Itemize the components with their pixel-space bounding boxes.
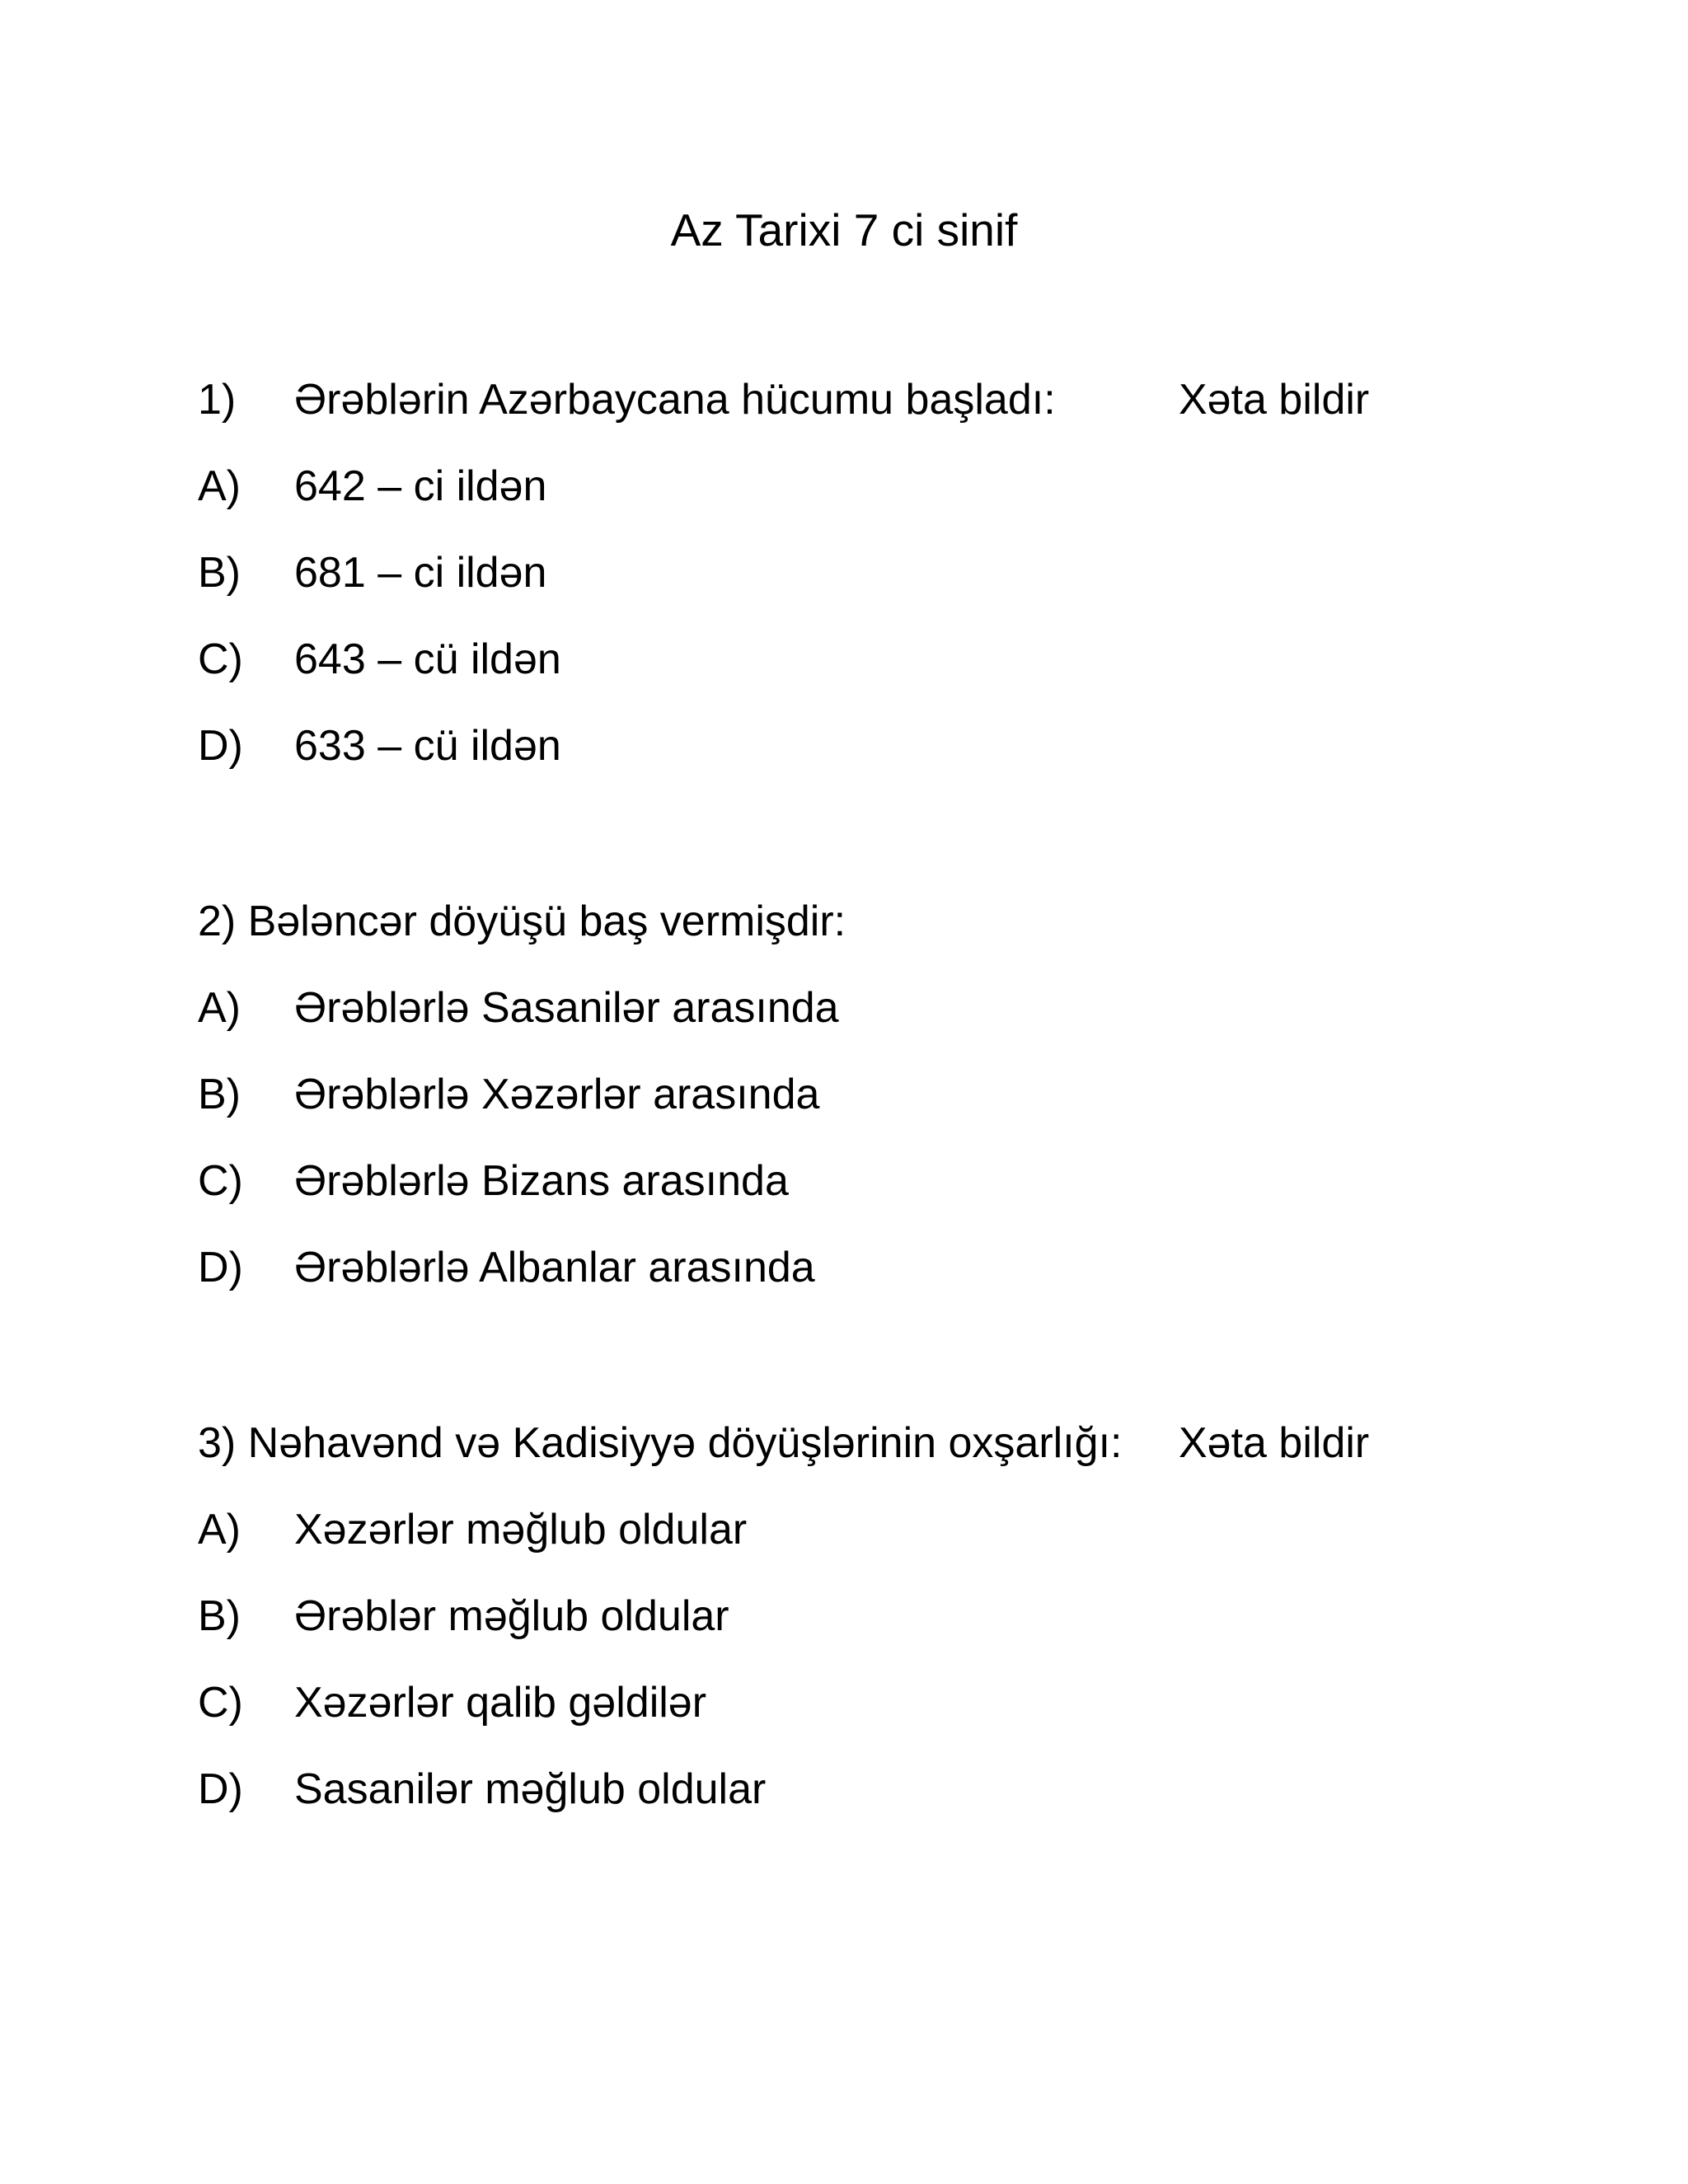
option-text: 642 – ci ildən bbox=[294, 462, 547, 510]
report-error-link[interactable]: Xəta bildir bbox=[1179, 1419, 1370, 1467]
option-d[interactable] bbox=[0, 717, 1688, 775]
option-letter: B) bbox=[198, 1071, 241, 1118]
option-text: Xəzərlər qalib gəldilər bbox=[294, 1679, 707, 1727]
question-1 bbox=[0, 371, 1688, 429]
option-text: Sasanilər məğlub oldular bbox=[294, 1765, 767, 1813]
option-c[interactable] bbox=[0, 1674, 1688, 1732]
option-letter: D) bbox=[198, 1765, 243, 1813]
option-text: 681 – ci ildən bbox=[294, 549, 547, 597]
option-b[interactable] bbox=[0, 1066, 1688, 1123]
option-b[interactable] bbox=[0, 1587, 1688, 1645]
question-text: 3) Nəhavənd və Kadisiyyə döyüşlərinin oxşarlığı: bbox=[198, 1419, 1123, 1467]
option-b[interactable] bbox=[0, 544, 1688, 602]
option-a[interactable] bbox=[0, 457, 1688, 515]
question-number: 1) bbox=[198, 376, 237, 424]
option-letter: C) bbox=[198, 1157, 243, 1205]
option-text: 633 – cü ildən bbox=[294, 722, 561, 770]
question-2 bbox=[0, 893, 1688, 950]
option-text: Ərəblər məğlub oldular bbox=[294, 1592, 729, 1640]
option-letter: B) bbox=[198, 549, 241, 597]
report-error-link[interactable]: Xəta bildir bbox=[1179, 376, 1370, 424]
question-3 bbox=[0, 1414, 1688, 1472]
page-title: Az Tarixi 7 ci sinif bbox=[670, 204, 1018, 255]
question-text: 2) Bələncər döyüşü baş vermişdir: bbox=[198, 898, 846, 945]
option-c[interactable] bbox=[0, 1152, 1688, 1210]
option-letter: D) bbox=[198, 1244, 243, 1291]
option-text: Xəzərlər məğlub oldular bbox=[294, 1506, 748, 1554]
option-letter: C) bbox=[198, 635, 243, 683]
option-text: 643 – cü ildən bbox=[294, 635, 561, 683]
option-letter: A) bbox=[198, 984, 241, 1032]
option-text: Ərəblərlə Albanlar arasında bbox=[294, 1244, 815, 1291]
option-d[interactable] bbox=[0, 1760, 1688, 1818]
option-text: Ərəblərlə Bizans arasında bbox=[294, 1157, 789, 1205]
option-a[interactable] bbox=[0, 1501, 1688, 1558]
option-a[interactable] bbox=[0, 979, 1688, 1037]
option-letter: A) bbox=[198, 462, 241, 510]
option-text: Ərəblərlə Xəzərlər arasında bbox=[294, 1071, 820, 1118]
option-letter: C) bbox=[198, 1679, 243, 1727]
question-text: Ərəblərin Azərbaycana hücumu başladı: bbox=[294, 376, 1056, 424]
option-letter: B) bbox=[198, 1592, 241, 1640]
option-text: Ərəblərlə Sasanilər arasında bbox=[294, 984, 839, 1032]
option-letter: A) bbox=[198, 1506, 241, 1554]
option-letter: D) bbox=[198, 722, 243, 770]
option-c[interactable] bbox=[0, 630, 1688, 688]
option-d[interactable] bbox=[0, 1239, 1688, 1296]
